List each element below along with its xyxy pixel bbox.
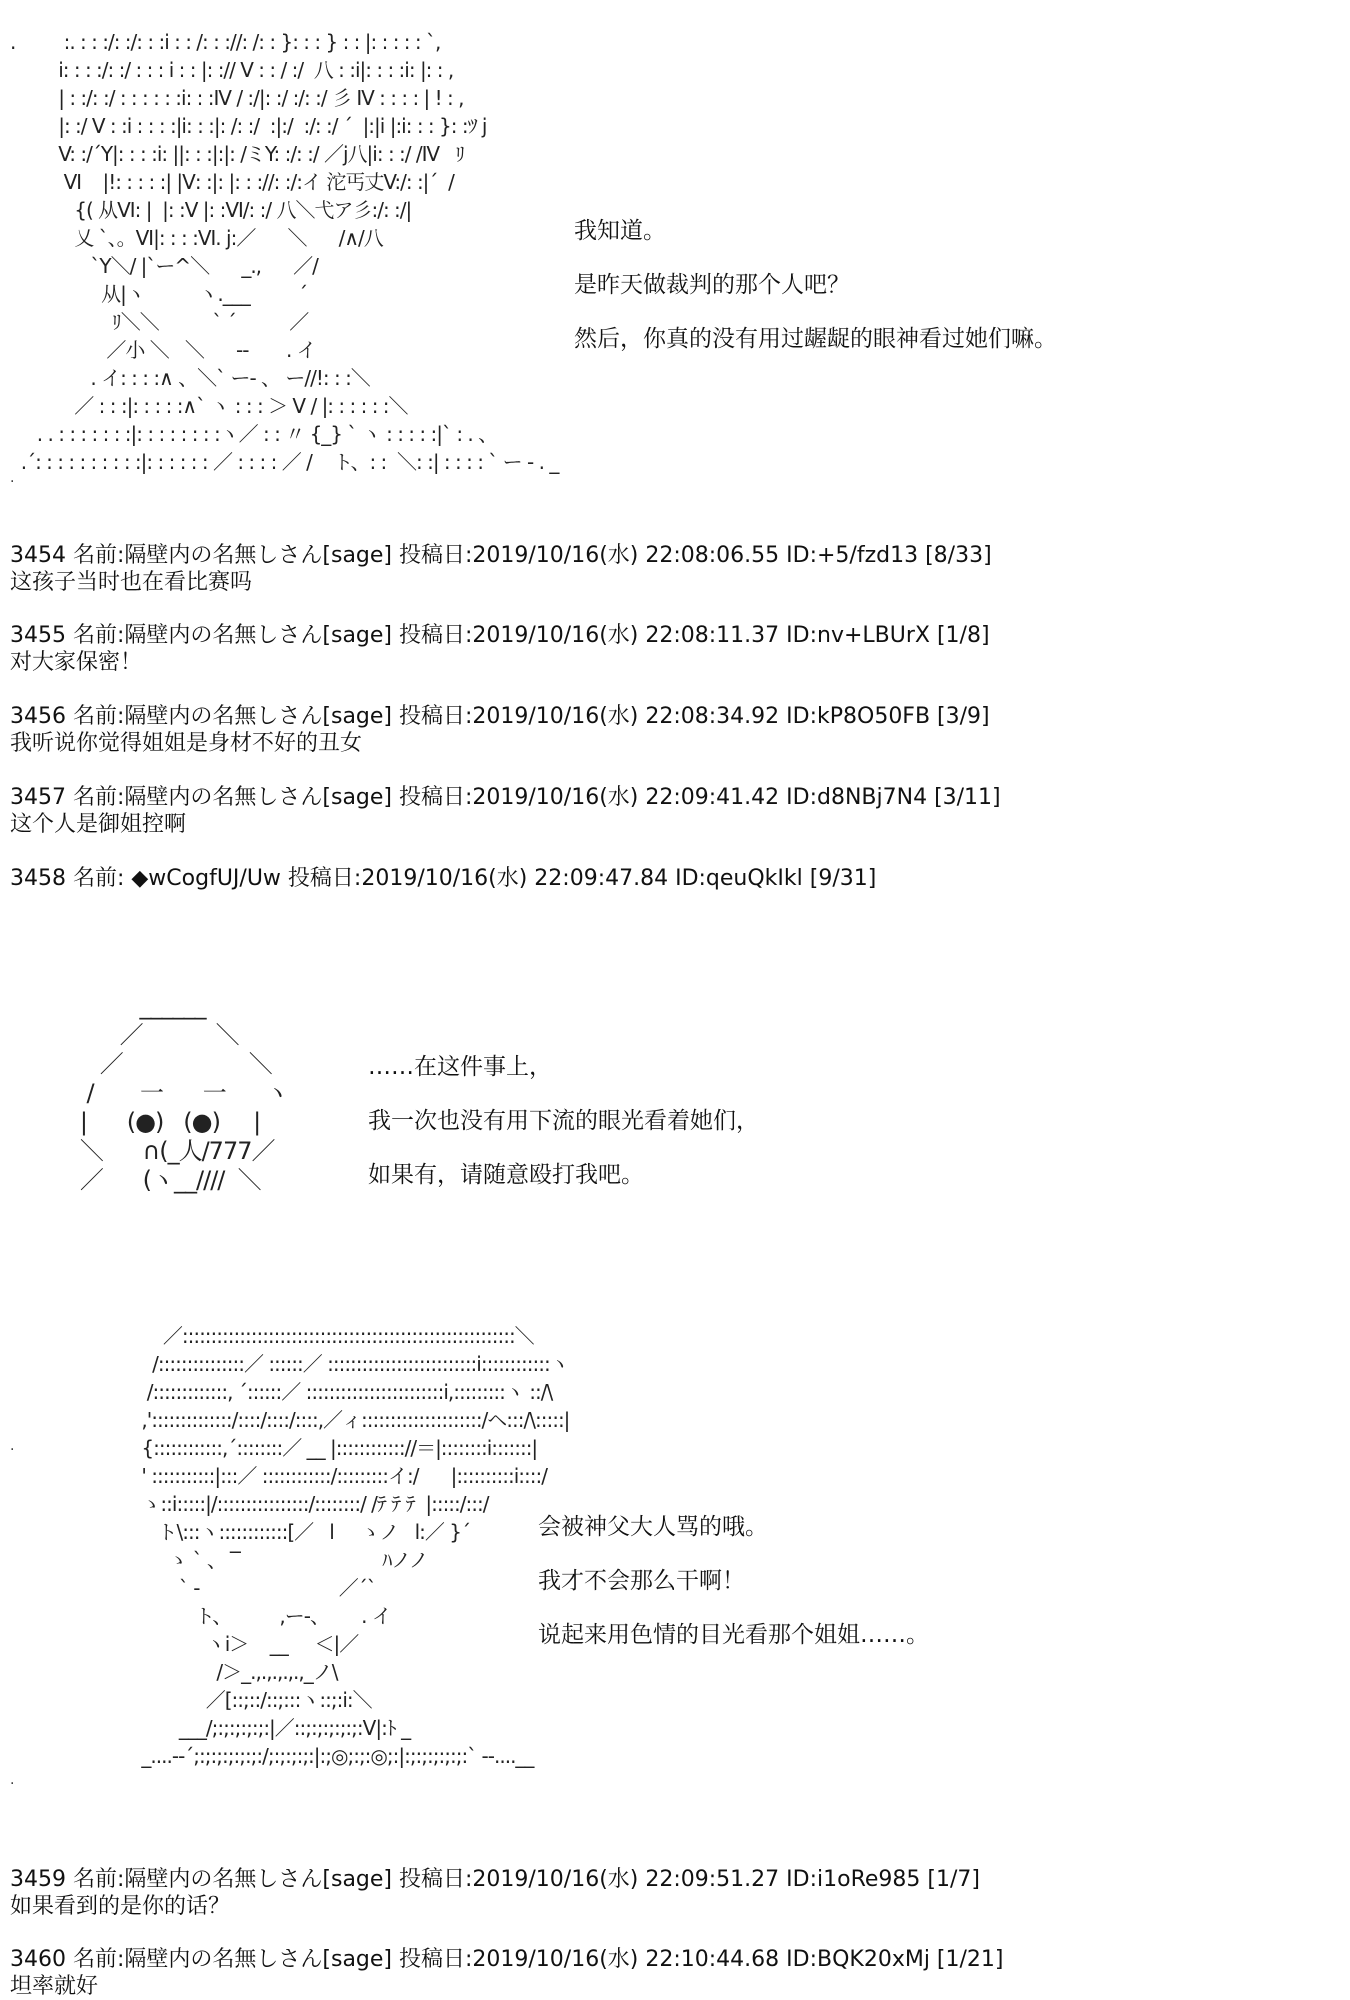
post-3460 (10, 1946, 1004, 2000)
post-3458 (10, 865, 876, 892)
scene2-dialogue (368, 1040, 759, 1202)
post-header: 3458 名前: ◆wCogfUJ/Uw 投稿日:2019/10/16(水) 22:09:47.84 ID:qeuQkIkl [9/31] (10, 866, 877, 891)
post-body: 这个人是御姐控啊 (10, 812, 187, 837)
post-3456 (10, 703, 990, 757)
post-header: 3460 名前:隔壁内の名無しさん[sage] 投稿日:2019/10/16(水) 22:10:44.68 ID:BQK20xMj [1/21] (10, 1947, 1004, 1972)
scene3-dialogue (538, 1500, 929, 1662)
dialogue-line: 然后，你真的没有用过龌龊的眼神看过她们嘛。 (574, 326, 1057, 352)
post-body: 如果看到的是你的话？ (10, 1894, 231, 1919)
post-3454 (10, 542, 992, 596)
dialogue-line: 如果有，请随意殴打我吧。 (368, 1162, 644, 1188)
post-header: 3457 名前:隔壁内の名無しさん[sage] 投稿日:2019/10/16(水) 22:09:41.42 ID:d8NBj7N4 [3/11] (10, 785, 1001, 810)
post-body: 我听说你觉得姐姐是身材不好的丑女 (10, 731, 363, 756)
scene1-dialogue (574, 204, 1057, 366)
post-body: 对大家保密！ (10, 650, 143, 675)
post-header: 3454 名前:隔壁内の名無しさん[sage] 投稿日:2019/10/16(水) 22:08:06.55 ID:+5/fzd13 [8/33] (10, 543, 992, 568)
dialogue-line: 我一次也没有用下流的眼光看着她们， (368, 1108, 759, 1134)
post-3459 (10, 1866, 980, 1920)
ascii-art-character-1: . :. : : :/: :/: : :i : : /: : ://: /: : }: : : } : : |: : : : : `, i: : : :/: :/ : : : i : : |: :// V : : / :/ 八 : :i|: : : :i: |: : , | : :/: :/ : : : : : :i: : :Ⅳ / :/|: :/ :/: :/ 彡 Ⅳ : : : : | ! : , |: :/ V : :i : : : :|i: : :|: /: :/ :|:/ :/: :/ ´ |:|i |:i: : : }: :ﾂ j V: :/´Y|: : : :i: ||: : :|:|: /ミY: :/: :/ ／j八|i: : :/ /Ⅳ ﾘ Ⅵ |!: : : : :| |Ⅴ: :|: |: : ://: :/:イ 沱丐丈V:/: :|´ / {( 从Ⅵ: | |: :V |: :Ⅵ/: :/ 八＼弋ア彡:/: :/| 乂 `、。Ⅵ|: : : :Ⅵ. j:／ ＼ /∧/八 `Y＼/ |`ー^＼ _., ／/ 从|ヽ ヽ.___ ´ ﾘ＼＼ ` ´ ／ ／小 ＼ ＼ -- . イ . イ: : : :∧ 、＼` ー- 、 ー//!: : :＼ ／ : : :|: : : : :∧` ヽ : : : ＞ V / |: : : : : :＼ . . : : : : : : :|: : : : : : : :ヽ／ : : 〃 {_} ` ヽ : : : : :|` : . 、 .´: : : : : : : : : :|: : : : : : ／ : : : : ／ / ト、: : ＼: :| : : : : ` ー - . _ (10, 30, 559, 474)
dialogue-line: 说起来用色情的目光看那个姐姐……。 (538, 1622, 929, 1648)
post-body: 坦率就好 (10, 1974, 99, 1999)
post-body: 这孩子当时也在看比赛吗 (10, 570, 253, 595)
post-header: 3456 名前:隔壁内の名無しさん[sage] 投稿日:2019/10/16(水) 22:08:34.92 ID:kP8O50FB [3/9] (10, 704, 990, 729)
dialogue-line: 我知道。 (574, 218, 666, 244)
separator-dot: . (10, 470, 15, 486)
separator-dot: . (10, 1438, 15, 1454)
separator-dot: . (10, 1772, 15, 1788)
post-3457 (10, 784, 1001, 838)
post-header: 3459 名前:隔壁内の名無しさん[sage] 投稿日:2019/10/16(水) 22:09:51.27 ID:i1oRe985 [1/7] (10, 1867, 980, 1892)
dialogue-line: 我才不会那么干啊！ (538, 1568, 745, 1594)
dialogue-line: 会被神父大人骂的哦。 (538, 1514, 768, 1540)
ascii-art-face: ______ ／ ＼ ／ ＼ / 一 一 ヽ | (●) (●) | ＼ ∩(_人/777／ ／ (ヽ__//// ＼ (79, 992, 289, 1194)
dialogue-line: 是昨天做裁判的那个人吧？ (574, 272, 850, 298)
dialogue-line: ……在这件事上， (368, 1054, 552, 1080)
ascii-art-character-2: ／::::::::::::::::::::::::::::::::::::::::::::::::::::::::::＼ /:::::::::::::::／ ::::::／ ::::::::::::::::::::::::::i::::::::::::ヽ /:::::::::::::, ´::::::／ ::::::::::::::::::::::::i,:::::::::ヽ ::/\ ,'::::::::::::::/::::/::::/::::,／ィ:::::::::::::::::::::/ヘ:::/\:::::| {::::::::::::,´::::::::／ __ |:::::::::::://＝|::::::::i:::::::| ' :::::::::::|:::／ ::::::::::::/:::::::::イ:/ |::::::::::i::::/ ゝ::i:::::|/::::::::::::::::/::::::::/ /ﾃ ﾃ ﾃ |:::::/:::/ ト\:::ヽ::::::::::::[／ l ゝノ l:／ }´ ゝ ` 、 ̄ ̄ ﾊノノ ` - ／´` ト、 ,ー-、 . イ ヽi＞ __ ＜|／ /＞_.,.,.,.,.,_ノ\ ／[::;::/::;:::ヽ::;:i:＼ ___/;:;:;:;:;:|／::;:;:;:;:;:Ⅴ|:ﾄ _ _....--´;:;:;:;:;:;:/;:;:;:;:|:;◎;:;:◎;:|:;:;:;:;:;:` --....__ (141, 1324, 570, 1768)
post-header: 3455 名前:隔壁内の名無しさん[sage] 投稿日:2019/10/16(水) 22:08:11.37 ID:nv+LBUrX [1/8] (10, 623, 990, 648)
post-3455 (10, 622, 990, 676)
